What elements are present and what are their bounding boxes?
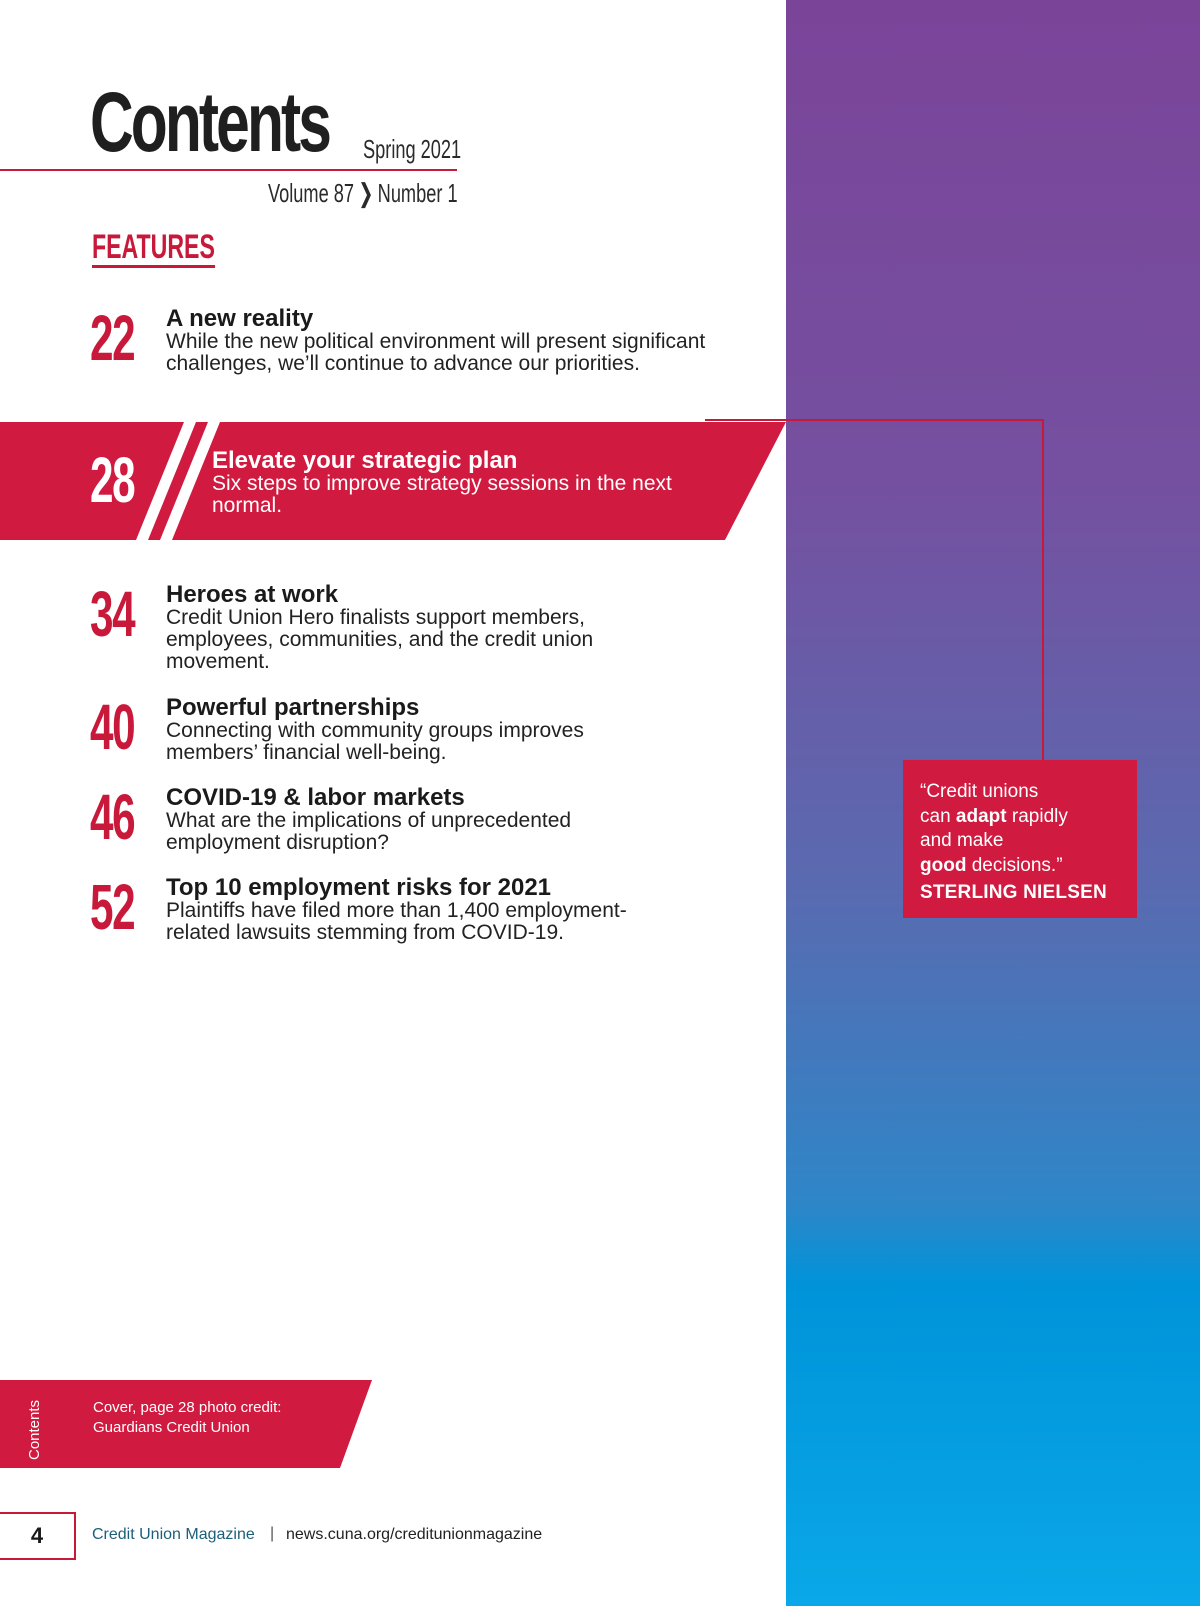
credit-line: Cover, page 28 photo credit: <box>93 1399 282 1416</box>
item-description: Plaintiffs have filed more than 1,400 employment-related lawsuits stemming from COVID-19. <box>166 899 627 944</box>
page-footer <box>0 1512 786 1556</box>
featured-banner[interactable] <box>0 422 786 540</box>
connector-line <box>786 419 1044 761</box>
page-number: 34 <box>90 578 135 650</box>
item-description: Six steps to improve strategy sessions in the next normal. <box>212 472 672 517</box>
title-underline <box>0 169 457 171</box>
item-headline: COVID-19 & labor markets <box>166 784 465 811</box>
number-label: Number 1 <box>377 178 458 208</box>
page-number: 40 <box>90 691 135 763</box>
item-description: Connecting with community groups improves members’ financial well-being. <box>166 719 584 764</box>
connector-line <box>705 419 786 421</box>
side-section-label: Contents <box>26 1399 43 1460</box>
item-headline: A new reality <box>166 305 314 332</box>
volume-label: Volume 87 <box>268 178 355 208</box>
page-number: 52 <box>90 871 135 943</box>
photo-credit <box>0 1380 372 1468</box>
page-number: 22 <box>90 302 135 374</box>
item-headline: Powerful partnerships <box>166 694 420 721</box>
item-description: What are the implications of unprecedented employment disruption? <box>166 809 572 854</box>
pull-quote <box>903 760 1137 918</box>
page-number: 46 <box>90 781 135 853</box>
item-description: Credit Union Hero finalists support members, employees, communities, and the credit union movement. <box>166 606 594 673</box>
quote-text: “Credit unions can adapt rapidly and make good decisions.” <box>920 781 1068 876</box>
chevron-right-icon: ❯ <box>358 178 374 208</box>
volume-number <box>268 180 458 206</box>
item-description: While the new political environment will present significant challenges, we’ll continue to advance our priorities. <box>166 330 706 375</box>
magazine-name: Credit Union Magazine <box>92 1526 255 1543</box>
quote-attribution: STERLING NIELSEN <box>920 882 1107 903</box>
credit-line: Guardians Credit Union <box>93 1419 250 1436</box>
page-number: 28 <box>90 444 135 516</box>
page-title: Contents <box>90 75 330 169</box>
item-headline: Top 10 employment risks for 2021 <box>166 874 552 901</box>
issue-season: Spring 2021 <box>363 134 462 164</box>
magazine-url-link[interactable]: news.cuna.org/creditunionmagazine <box>286 1526 543 1543</box>
page-number-box: 4 <box>0 1512 76 1560</box>
item-headline: Elevate your strategic plan <box>212 447 518 474</box>
footer-separator: | <box>270 1525 275 1542</box>
item-headline: Heroes at work <box>166 581 339 608</box>
section-heading-features: FEATURES <box>92 228 215 266</box>
